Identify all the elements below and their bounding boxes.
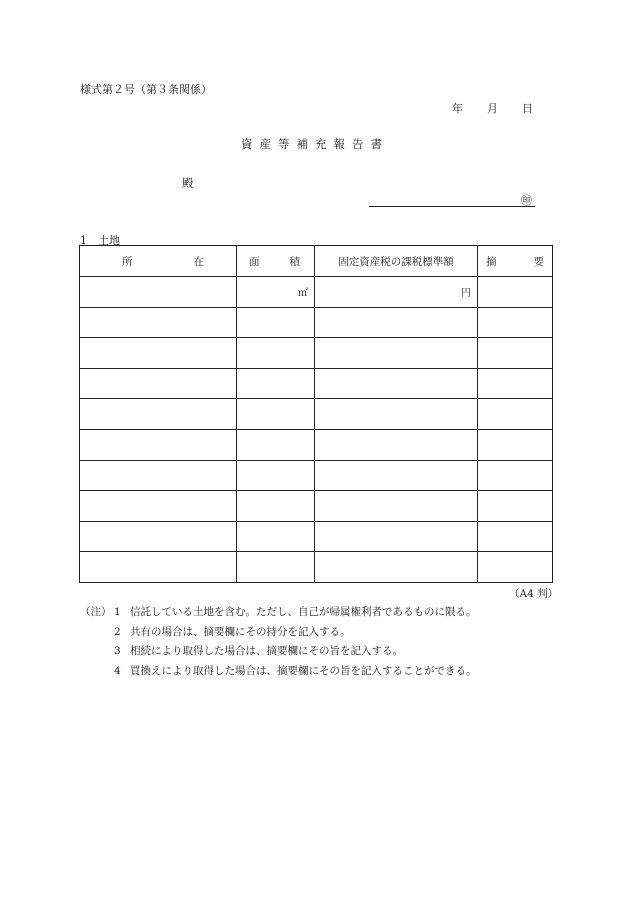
note-item: 2 共有の場合は、摘要欄にその持分を記入する。	[114, 625, 351, 638]
cell-tax-value[interactable]	[315, 429, 478, 460]
table-row	[80, 277, 553, 308]
cell-remarks[interactable]	[478, 460, 553, 491]
cell-location[interactable]	[80, 368, 237, 399]
cell-location[interactable]	[80, 399, 237, 430]
table-row	[80, 429, 553, 460]
paper-size-label: （A4 判）	[509, 588, 559, 600]
land-table	[79, 245, 553, 583]
day-label: 日	[522, 102, 533, 115]
cell-remarks[interactable]	[478, 399, 553, 430]
cell-tax-value[interactable]	[315, 521, 478, 552]
cell-tax-value[interactable]: 円	[315, 277, 478, 308]
notes	[80, 603, 477, 681]
table-row	[80, 368, 553, 399]
cell-area[interactable]: ㎡	[237, 277, 315, 308]
table-row	[80, 521, 553, 552]
cell-remarks[interactable]	[478, 521, 553, 552]
addressee-suffix: 殿	[182, 176, 194, 190]
table-row	[80, 338, 553, 369]
table-row	[80, 399, 553, 430]
cell-location[interactable]	[80, 521, 237, 552]
header-tax-value: 固定資産税の課税標準額	[315, 246, 478, 277]
cell-location[interactable]	[80, 429, 237, 460]
cell-area[interactable]	[237, 460, 315, 491]
cell-tax-value[interactable]	[315, 338, 478, 369]
cell-area[interactable]	[237, 368, 315, 399]
seal-mark: ㊞	[521, 194, 532, 207]
section-label: 1 土地	[80, 234, 120, 247]
cell-area[interactable]	[237, 307, 315, 338]
cell-tax-value[interactable]	[315, 460, 478, 491]
form-number: 様式第２号（第３条関係）	[80, 83, 212, 96]
month-label: 月	[487, 102, 498, 115]
cell-tax-value[interactable]	[315, 307, 478, 338]
document-title: 資産等補充報告書	[241, 137, 389, 151]
note-item: 3 相続により取得した場合は、摘要欄にその旨を記入する。	[114, 645, 403, 657]
table-row	[80, 552, 553, 583]
year-label: 年	[452, 102, 463, 115]
cell-remarks[interactable]	[478, 338, 553, 369]
cell-location[interactable]	[80, 460, 237, 491]
cell-area[interactable]	[237, 521, 315, 552]
table-row	[80, 307, 553, 338]
cell-tax-value[interactable]	[315, 399, 478, 430]
cell-area[interactable]	[237, 552, 315, 583]
cell-area[interactable]	[237, 429, 315, 460]
cell-remarks[interactable]	[478, 552, 553, 583]
cell-tax-value[interactable]	[315, 552, 478, 583]
cell-location[interactable]	[80, 277, 237, 308]
cell-location[interactable]	[80, 307, 237, 338]
note-item: 4 買換えにより取得した場合は、摘要欄にその旨を記入することができる。	[114, 664, 477, 677]
cell-area[interactable]	[237, 491, 315, 522]
cell-remarks[interactable]	[478, 307, 553, 338]
cell-remarks[interactable]	[478, 491, 553, 522]
table-row	[80, 491, 553, 522]
table-row	[80, 460, 553, 491]
cell-area[interactable]	[237, 338, 315, 369]
header-remarks: 摘 要	[478, 246, 553, 277]
signature-line	[369, 206, 535, 207]
table-header-row	[80, 246, 553, 277]
cell-remarks[interactable]	[478, 429, 553, 460]
header-area: 面 積	[237, 246, 315, 277]
header-location: 所 在	[80, 246, 237, 277]
cell-location[interactable]	[80, 552, 237, 583]
cell-area[interactable]	[237, 399, 315, 430]
cell-location[interactable]	[80, 338, 237, 369]
cell-remarks[interactable]	[478, 277, 553, 308]
cell-location[interactable]	[80, 491, 237, 522]
cell-tax-value[interactable]	[315, 491, 478, 522]
cell-remarks[interactable]	[478, 368, 553, 399]
date-line	[452, 100, 533, 116]
cell-tax-value[interactable]	[315, 368, 478, 399]
note-item: （注） 1 信託している土地を含む。ただし、自己が帰属権利者であるものに限る。	[80, 606, 477, 618]
